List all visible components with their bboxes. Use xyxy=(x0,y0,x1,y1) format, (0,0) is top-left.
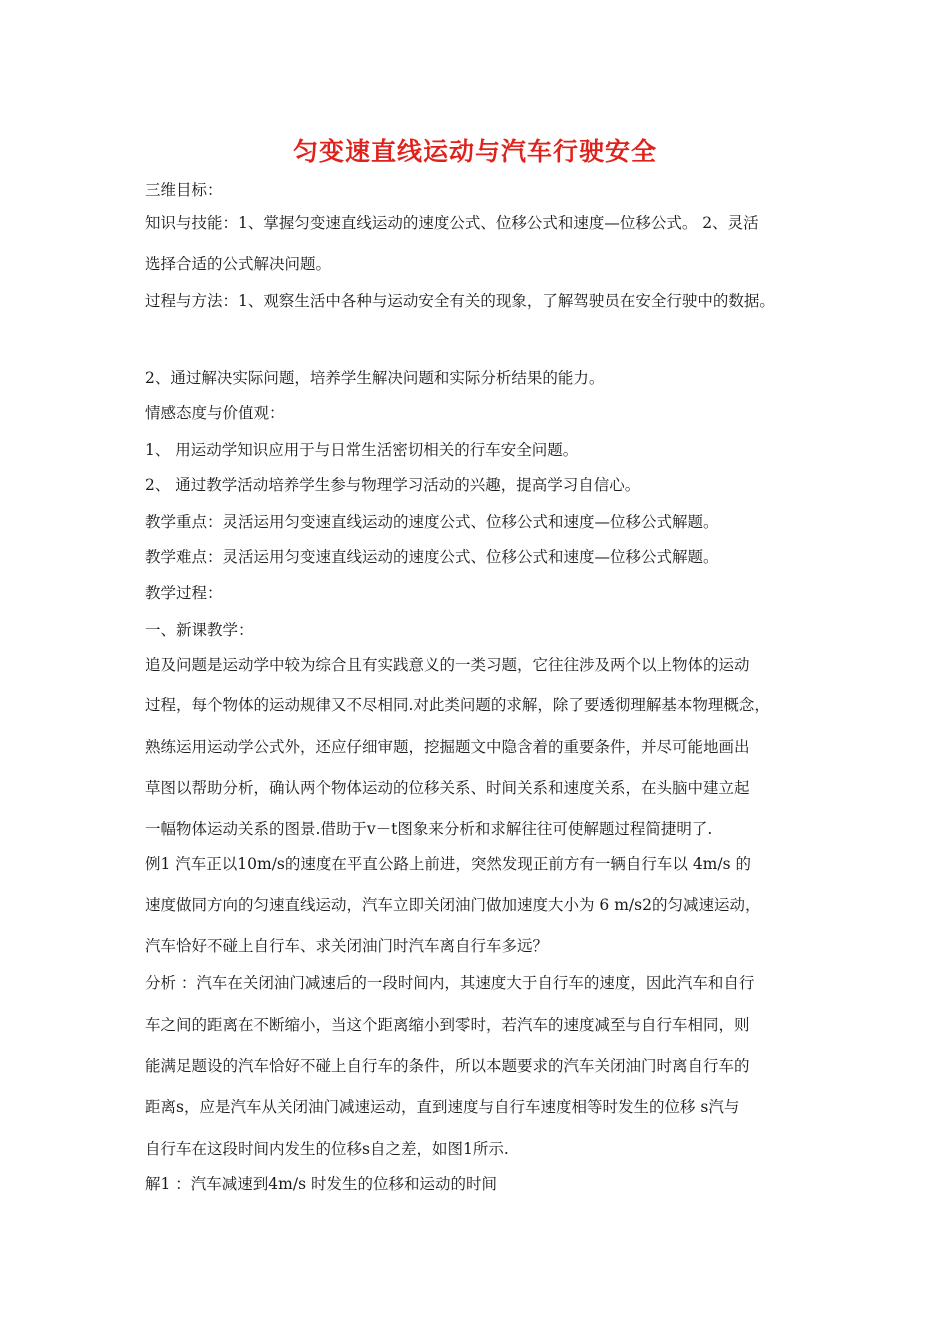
text-line: 一幅物体运动关系的图景.借助于v－t图象来分析和求解往往可使解题过程简捷明了. xyxy=(145,820,713,838)
text-line: 追及问题是运动学中较为综合且有实践意义的一类习题，它往往涉及两个以上物体的运动 xyxy=(145,656,750,674)
text-line: 2、通过解决实际问题，培养学生解决问题和实际分析结果的能力。 xyxy=(145,369,605,387)
text-line: 选择合适的公式解决问题。 xyxy=(145,255,332,273)
text-line: 自行车在这段时间内发生的位移s自之差，如图1所示. xyxy=(145,1140,509,1158)
text-line: 教学过程： xyxy=(145,584,223,602)
text-line: 1、 用运动学知识应用于与日常生活密切相关的行车安全问题。 xyxy=(145,441,579,459)
text-line: 过程，每个物体的运动规律又不尽相同.对此类问题的求解，除了要透彻理解基本物理概念， xyxy=(145,696,770,714)
text-line: 距离s，应是汽车从关闭油门减速运动，直到速度与自行车速度相等时发生的位移 s汽与 xyxy=(145,1098,740,1116)
document-title: 匀变速直线运动与汽车行驶安全 xyxy=(292,137,657,166)
text-line: 例1 汽车正以10m/s的速度在平直公路上前进，突然发现正前方有一辆自行车以 4m/s 的 xyxy=(145,855,751,873)
text-line: 汽车恰好不碰上自行车、求关闭油门时汽车离自行车多远？ xyxy=(145,937,549,955)
text-line: 能满足题设的汽车恰好不碰上自行车的条件，所以本题要求的汽车关闭油门时离自行车的 xyxy=(145,1057,750,1075)
text-line: 解1 ：汽车减速到4m/s 时发生的位移和运动的时间 xyxy=(145,1175,497,1193)
text-line: 三维目标： xyxy=(145,181,223,199)
text-line: 2、 通过教学活动培养学生参与物理学习活动的兴趣，提高学习自信心。 xyxy=(145,476,641,494)
text-line: 速度做同方向的匀速直线运动，汽车立即关闭油门做加速度大小为 6 m/s2的匀减速运动， xyxy=(145,896,761,914)
text-line: 教学重点：灵活运用匀变速直线运动的速度公式、位移公式和速度—位移公式解题。 xyxy=(145,513,719,531)
text-line: 熟练运用运动学公式外，还应仔细审题，挖掘题文中隐含着的重要条件，并尽可能地画出 xyxy=(145,738,750,756)
text-line: 知识与技能：1、掌握匀变速直线运动的速度公式、位移公式和速度—位移公式。 2、灵活 xyxy=(145,214,759,232)
text-line: 情感态度与价值观： xyxy=(145,404,285,422)
text-line: 分析 ：汽车在关闭油门减速后的一段时间内，其速度大于自行车的速度，因此汽车和自行 xyxy=(145,974,755,992)
text-line: 一、新课教学： xyxy=(145,621,254,639)
text-line: 过程与方法：1、观察生活中各种与运动安全有关的现象，了解驾驶员在安全行驶中的数据。 xyxy=(145,292,775,310)
text-line: 教学难点：灵活运用匀变速直线运动的速度公式、位移公式和速度—位移公式解题。 xyxy=(145,548,719,566)
text-line: 草图以帮助分析，确认两个物体运动的位移关系、时间关系和速度关系，在头脑中建立起 xyxy=(145,779,750,797)
text-line: 车之间的距离在不断缩小，当这个距离缩小到零时，若汽车的速度减至与自行车相同，则 xyxy=(145,1016,750,1034)
